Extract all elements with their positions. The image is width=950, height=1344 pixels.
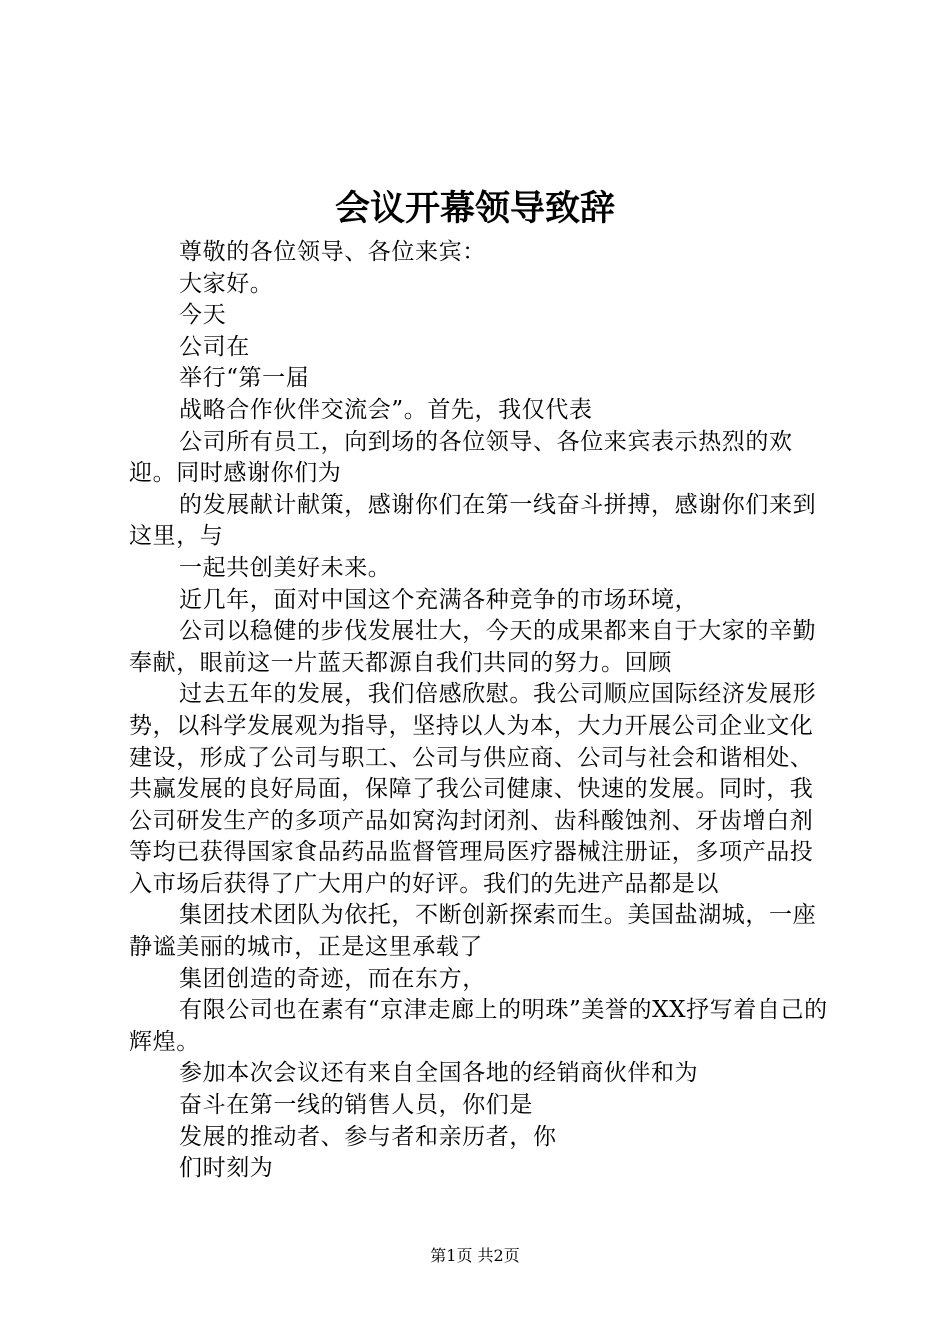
paragraph: 过去五年的发展，我们倍感欣慰。我公司顺应国际经济发展形势，以科学发展观为指导，坚持以人为本，大力开展公司企业文化建设，形成了公司与职工、公司与供应商、公司与社会和谐相处、共赢发展的良好局面，保障了我公司健康、快速的发展。同时，我公司研发生产的多项产品如窝沟封闭剂、齿科酸蚀剂、牙齿增白剂等均已获得国家食品药品监督管理局医疗器械注册证，多项产品投入市场后获得了广大用户的好评。我们的先进产品都是以 [129,681,817,897]
paragraph: 公司以稳健的步伐发展壮大，今天的成果都来自于大家的辛勤奉献，眼前这一片蓝天都源自我们共同的努力。回顾 [129,618,817,676]
paragraph: 集团技术团队为依托，不断创新探索而生。美国盐湖城，一座静谧美丽的城市，正是这里承载了 [129,902,817,961]
paragraph: 举行“第一届 [179,365,310,392]
paragraph: 集团创造的奇迹，而在东方， [179,965,486,992]
document-title: 会议开幕领导致辞 [334,188,615,229]
paragraph: 今天 [179,302,227,329]
paragraph: 奋斗在第一线的销售人员，你们是 [179,1092,533,1119]
paragraph: 近几年，面对中国这个充满各种竞争的市场环境， [179,586,699,613]
paragraph: 有限公司也在素有“京津走廊上的明珠”美誉的XX抒写着自己的辉煌。 [129,997,828,1055]
paragraph: 大家好。 [179,270,274,297]
paragraph: 尊敬的各位领导、各位来宾： [179,239,486,265]
paragraph: 公司所有员工，向到场的各位领导、各位来宾表示热烈的欢迎。同时感谢你们为 [129,428,793,487]
page-footer: 第1页 共2页 [430,1246,520,1265]
paragraph: 参加本次会议还有来自全国各地的经销商伙伴和为 [179,1060,699,1087]
document-body [129,237,834,1185]
paragraph: 发展的推动者、参与者和亲历者，你 [179,1123,557,1150]
paragraph: 公司在 [179,333,250,360]
paragraph: 的发展献计献策，感谢你们在第一线奋斗拼搏，感谢你们来到这里，与 [129,491,817,550]
paragraph: 战略合作伙伴交流会”。首先，我仅代表 [179,396,593,423]
paragraph: 一起共创美好未来。 [179,554,392,581]
paragraph: 们时刻为 [179,1155,274,1182]
